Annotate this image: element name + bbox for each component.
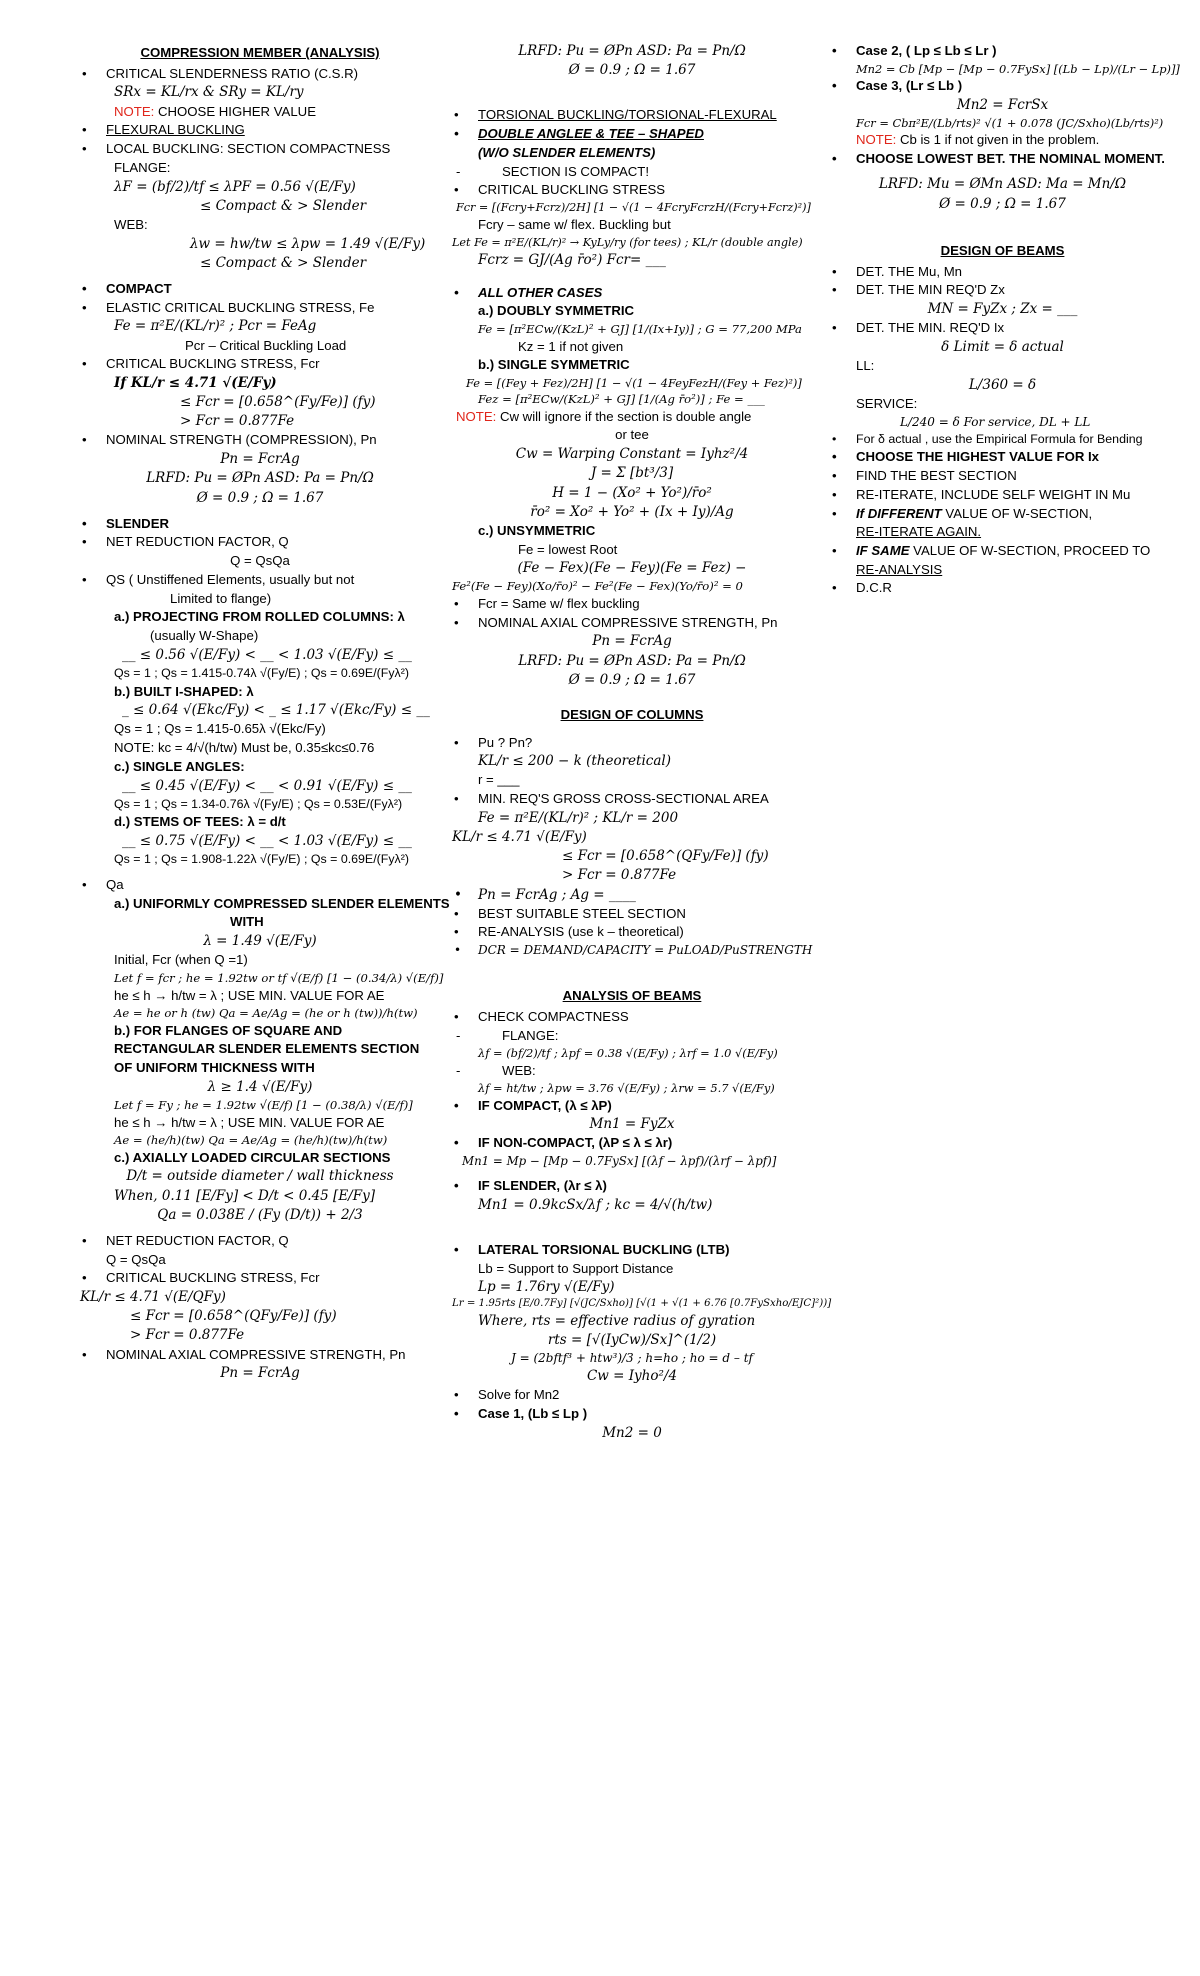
bullet-qs: • QS ( Unstiffened Elements, usually but not [80, 571, 440, 590]
bullet-find-best: • FIND THE BEST SECTION [830, 467, 1175, 486]
bullet-if-slender: • IF SLENDER, (λr ≤ λ) [452, 1177, 812, 1196]
text-b-note: NOTE: kc = 4/√(h/tw) Must be, 0.35≤kc≤0.76 [114, 740, 375, 756]
bullet-if-different [830, 505, 1175, 524]
heading-doubly-symmetric: a.) DOUBLY SYMMETRIC [478, 303, 635, 319]
column-torsional-design [452, 42, 832, 1443]
bullet-local-buckling: • LOCAL BUCKLING: SECTION COMPACTNESS [80, 140, 440, 159]
formula-fcr-2: > Fcr = 0.877Fe [562, 867, 677, 884]
note-cb [830, 131, 1175, 150]
label-web: WEB: [114, 216, 148, 232]
section-title-design-beams: DESIGN OF BEAMS [940, 242, 1065, 258]
note-text: CHOOSE HIGHER VALUE [154, 103, 316, 119]
label-service: SERVICE: [856, 395, 918, 411]
formula-fcr-tee: Fcr = [(Fcry+Fcrz)/2H] [1 − √(1 − 4FcryFcrzH/(Fcry+Fcrz)²)] [456, 200, 811, 214]
bullet-all-other-cases: • ALL OTHER CASES [452, 284, 812, 303]
formula-compact-slender-2: ≤ Compact & > Slender [200, 254, 367, 271]
bullet-critical-stress-2: • CRITICAL BUCKLING STRESS, Fcr [80, 1269, 440, 1288]
text-fe-lowest: Fe = lowest Root [518, 541, 618, 557]
bullet-qa: • Qa [80, 876, 440, 895]
bullet-nominal-axial: • NOMINAL AXIAL COMPRESSIVE STRENGTH, Pn [452, 614, 812, 633]
if-same-label: IF SAME [856, 542, 910, 558]
text-r-eq: r = ___ [478, 772, 520, 788]
formula-mn-slender: Mn1 = 0.9kcSx/λf ; kc = 4/√(h/tw) [478, 1196, 713, 1213]
text-where-rts: Where, rts = effective radius of gyration [478, 1312, 756, 1329]
bullet-torsional: • TORSIONAL BUCKLING/TORSIONAL-FLEXURAL [452, 106, 812, 125]
formula-q: Q = QsQa [230, 553, 290, 569]
formula-mn2-case2: Mn2 = Cb [Mp − [Mp − 0.7FySx] [(Lb − Lp)/(Lr − Lp)]] [856, 61, 1180, 76]
formula-flange-compactness: λF = (bf/2)/tf ≤ λPF = 0.56 √(E/Fy) [114, 178, 356, 195]
text-fcry: Fcry – same w/ flex. Buckling but [478, 216, 671, 232]
formula-flange-limits: λf = (bf/2)/tf ; λpf = 0.38 √(E/Fy) ; λrf = 1.0 √(E/Fy) [478, 1046, 778, 1061]
bullet-min-req-area: • MIN. REQ'S GROSS CROSS-SECTIONAL AREA [452, 790, 812, 809]
formula-a-qs: Qs = 1 ; Qs = 1.415-0.74λ √(Fy/E) ; Qs = 0.69E/(Fyλ²) [114, 665, 409, 680]
bullet-dcr: • DCR = DEMAND/CAPACITY = PuLOAD/PuSTRENGTH [452, 942, 812, 959]
formula-kl-200: KL/r ≤ 200 − k (theoretical) [478, 753, 671, 770]
formula-mn-fy-zx: MN = FyZx ; Zx = ___ [927, 300, 1078, 317]
formula-fcr-case3: Fcr = Cbπ²E/(Lb/rts)² √(1 + 0.078 (JC/Sxho)(Lb/rts)²) [856, 115, 1164, 130]
bullet-compact: • COMPACT [80, 280, 440, 299]
formula-qa-circular: Qa = 0.038E / (Fy (D/t)) + 2/3 [157, 1206, 363, 1223]
heading-d-stems: d.) STEMS OF TEES: λ = d/t [114, 814, 286, 830]
formula-cubic-2: Fe²(Fe − Fey)(Xo/r̄o)² − Fe²(Fe − Fex)(Yo/r̄o)² = 0 [452, 579, 743, 594]
formula-l240: L/240 = δ For service, DL + LL [900, 414, 1091, 429]
formula-web-limits: λf = ht/tw ; λpw = 3.76 √(E/Fy) ; λrw = 5.7 √(E/Fy) [478, 1081, 775, 1096]
formula-phi-moment: Ø = 0.9 ; Ω = 1.67 [939, 195, 1066, 212]
label-flange: FLANGE: [114, 159, 171, 175]
formula-mn2-case3: Mn2 = FcrSx [956, 96, 1049, 113]
formula-lrfd-top: LRFD: Pu = ØPn ASD: Pa = Pn/Ω [518, 43, 746, 59]
formula-lp: Lp = 1.76ry √(E/Fy) [478, 1279, 615, 1296]
formula-j-eq: J = (2bftf³ + htw³)/3 ; h=ho ; ho = d – tf [511, 1351, 753, 1366]
bullet-double-angle: • DOUBLE ANGLEE & TEE – SHAPED [452, 125, 812, 144]
heading-unsymmetric: c.) UNSYMMETRIC [478, 522, 596, 538]
formula-cw-eq: Cw = Iyho²/4 [586, 1368, 678, 1385]
formula-phi: Ø = 0.9 ; Ω = 1.67 [568, 671, 696, 688]
bullet-critical-stress: • CRITICAL BUCKLING STRESS [452, 181, 812, 200]
formula-c-range: __ ≤ 0.45 √(E/Fy) < __ < 0.91 √(E/Fy) ≤ __ [122, 777, 412, 794]
bullet-flexural-buckling: • FLEXURAL BUCKLING [80, 121, 440, 140]
bullet-pu-pn: • Pu ? Pn? [452, 734, 812, 753]
bullet-csr: • CRITICAL SLENDERNESS RATIO (C.S.R) [80, 65, 440, 84]
heading-qa-a: a.) UNIFORMLY COMPRESSED SLENDER ELEMENTS [114, 895, 450, 911]
formula-c-qs: Qs = 1 ; Qs = 1.34-0.76λ √(Fy/E) ; Qs = 0.53E/(Fyλ²) [114, 796, 403, 811]
formula-fcr-q-1: ≤ Fcr = [0.658^(QFy/Fe)] (fy) [130, 1308, 337, 1325]
dash-web: - WEB: [452, 1062, 812, 1081]
note-higher [80, 103, 440, 122]
if-different-label: If DIFFERENT [856, 505, 942, 521]
formula-fe-doubly: Fe = [π²ECw/(KzL)² + GJ] [1/(Ix+Iy)] ; G = 77,200 MPa [478, 322, 802, 337]
bullet-pn-ag: • Pn = FcrAg ; Ag = ____ [452, 886, 812, 905]
formula-web-compactness: λw = hw/tw ≤ λpw = 1.49 √(E/Fy) [190, 235, 426, 252]
bullet-best-section: • BEST SUITABLE STEEL SECTION [452, 905, 812, 924]
formula-phi-top: Ø = 0.9 ; Ω = 1.67 [568, 62, 696, 79]
formula-lrfd-moment: LRFD: Mu = ØMn ASD: Ma = Mn/Ω [878, 176, 1127, 193]
bullet-if-same [830, 542, 1175, 561]
bullet-if-noncompact: • IF NON-COMPACT, (λP ≤ λ ≤ λr) [452, 1134, 812, 1153]
formula-ro: r̄o² = Xo² + Yo² + (Ix + Iy)/Ag [530, 503, 734, 520]
heading-c-angles: c.) SINGLE ANGLES: [114, 758, 245, 774]
section-title-compression-analysis: COMPRESSION MEMBER (ANALYSIS) [140, 45, 380, 60]
formula-j: J = Σ [bt³/3] [590, 465, 674, 482]
formula-fe: Fe = π²E/(KL/r)² ; Pcr = FeAg [114, 318, 317, 335]
formula-fcrz: Fcrz = GJ/(Ag r̄o²) Fcr= ___ [478, 251, 666, 268]
bullet-det-ix: • DET. THE MIN. REQ'D Ix [830, 319, 1175, 338]
heading-qa-b: b.) FOR FLANGES OF SQUARE AND RECTANGULAR SLENDER ELEMENTS SECTION OF UNIFORM THICKNESS WITH [114, 1022, 420, 1076]
bullet-check-compactness: • CHECK COMPACTNESS [452, 1008, 812, 1027]
note-label: NOTE: [114, 103, 155, 119]
formula-fez: Fez = [π²ECw/(KzL)² + GJ] [1/(Ag r̄o²)] ; Fe = ___ [478, 392, 765, 407]
formula-delta-limit: δ Limit = δ actual [941, 338, 1064, 355]
text-kz: Kz = 1 if not given [518, 338, 624, 354]
bullet-nominal-strength: • NOMINAL STRENGTH (COMPRESSION), Pn [80, 431, 440, 450]
formula-compact-slender-1: ≤ Compact & > Slender [200, 197, 367, 214]
bullet-for-delta: • For δ actual , use the Empirical Formula for Bending [830, 431, 1175, 449]
formula-if-kl: If KL/r ≤ 4.71 √(E/Fy) [114, 375, 277, 392]
note-label: NOTE: [856, 132, 897, 147]
formula-fe-single: Fe = [(Fey + Fez)/2H] [1 − √(1 − 4FeyFezH/(Fey + Fez)²)] [466, 376, 802, 391]
text-reiterate-again: RE-ITERATE AGAIN. [856, 524, 982, 540]
bullet-dcr: • D.C.R [830, 579, 1175, 598]
formula-h: H = 1 − (Xo² + Yo²)/r̄o² [552, 484, 712, 501]
formula-cubic-1: (Fe − Fex)(Fe − Fey)(Fe = Fez) − [517, 560, 747, 577]
formula-pn: Pn = FcrAg [220, 451, 300, 468]
bullet-choose-lowest: • CHOOSE LOWEST BET. THE NOMINAL MOMENT. [830, 150, 1175, 169]
formula-lr: Lr = 1.95rts [E/0.7Fy] [√(JC/Sxho)] [√(1 + √(1 + 6.76 [0.7FySxho/EJC]²))] [452, 1298, 832, 1310]
heading-a-projecting: a.) PROJECTING FROM ROLLED COLUMNS: λ [114, 609, 405, 625]
formula-kl-qfy: KL/r ≤ 4.71 √(E/QFy) [80, 1289, 226, 1306]
formula-rts: rts = [√(IyCw)/Sx]^(1/2) [547, 1332, 717, 1349]
formula-when-range: When, 0.11 [E/Fy] < D/t < 0.45 [E/Fy] [114, 1187, 375, 1204]
note-label: NOTE: [456, 408, 497, 424]
heading-qa-a-with: WITH [230, 914, 264, 930]
formula-fcr-inelastic: ≤ Fcr = [0.658^(Fy/Fe)] (fy) [180, 394, 376, 411]
text-he-h-2: he ≤ h → h/tw = λ ; USE MIN. VALUE FOR AE [114, 1114, 385, 1130]
bullet-if-compact: • IF COMPACT, (λ ≤ λP) [452, 1097, 812, 1116]
text-lb: Lb = Support to Support Distance [478, 1260, 674, 1276]
text-initial-fcr: Initial, Fcr (when Q =1) [114, 952, 248, 968]
text-he-h-1: he ≤ h → h/tw = λ ; USE MIN. VALUE FOR AE [114, 987, 385, 1003]
formula-mn-noncompact: Mn1 = Mp − [Mp − 0.7FySx] [(λf − λpf)/(λrf − λpf)] [462, 1154, 777, 1169]
bullet-elastic-stress: • ELASTIC CRITICAL BUCKLING STRESS, Fe [80, 299, 440, 318]
note-text: Cw will ignore if the section is double angle [496, 408, 752, 424]
formula-qa-b-lambda: λ ≥ 1.4 √(E/Fy) [207, 1078, 313, 1095]
formula-let-f-fcr: Let f = fcr ; he = 1.92tw or tf √(E/f) [1 − (0.34/λ) √(E/f)] [114, 971, 444, 986]
formula-d-qs: Qs = 1 ; Qs = 1.908-1.22λ √(Fy/E) ; Qs = 0.69E/(Fyλ²) [114, 852, 409, 867]
column-compression-analysis [80, 42, 450, 1383]
formula-d-over-t: D/t = outside diameter / wall thickness [126, 1168, 394, 1185]
text-pcr-desc: Pcr – Critical Buckling Load [185, 337, 347, 353]
bullet-slender: • SLENDER [80, 515, 440, 534]
dash-section-compact: - SECTION IS COMPACT! [452, 163, 812, 182]
formula-lrfd-asd: LRFD: Pu = ØPn ASD: Pa = Pn/Ω [146, 470, 374, 487]
heading-b-built: b.) BUILT I-SHAPED: λ [114, 683, 254, 699]
bullet-fcr-same: • Fcr = Same w/ flex buckling [452, 595, 812, 614]
bullet-choose-ix: • CHOOSE THE HIGHEST VALUE FOR Ix [830, 448, 1175, 467]
text-qs-limited: Limited to flange) [170, 590, 272, 606]
text-reanalysis: RE-ANALYSIS [856, 561, 943, 577]
section-title-analysis-beams: ANALYSIS OF BEAMS [562, 988, 702, 1004]
dash-flange: - FLANGE: [452, 1027, 812, 1046]
column-beams [830, 42, 1180, 598]
formula-ae-1: Ae = he or h (tw) Qa = Ae/Ag = (he or h (tw))/h(tw) [114, 1006, 418, 1021]
formula-fcr-q-2: > Fcr = 0.877Fe [130, 1327, 245, 1344]
formula-let-f-fy: Let f = Fy ; he = 1.92tw √(E/f) [1 − (0.38/λ) √(E/f)] [114, 1098, 413, 1113]
formula-pn: Pn = FcrAg [592, 633, 672, 650]
section-title-design-columns: DESIGN OF COLUMNS [560, 706, 704, 722]
formula-ae-2: Ae = (he/h)(tw) Qa = Ae/Ag = (he/h)(tw)/h(tw) [114, 1133, 388, 1148]
formula-cw: Cw = Warping Constant = Iyhz²/4 [515, 446, 749, 463]
bullet-nominal-axial: • NOMINAL AXIAL COMPRESSIVE STRENGTH, Pn [80, 1346, 440, 1365]
formula-b-range: _ ≤ 0.64 √(Ekc/Fy) < _ ≤ 1.17 √(Ekc/Fy) ≤ __ [122, 702, 430, 719]
formula-mn2-zero: Mn2 = 0 [602, 1424, 662, 1441]
label-ll: LL: [856, 358, 875, 374]
heading-single-symmetric: b.) SINGLE SYMMETRIC [478, 357, 630, 373]
text-usually-wshape: (usually W-Shape) [150, 628, 259, 644]
heading-qa-c: c.) AXIALLY LOADED CIRCULAR SECTIONS [114, 1149, 391, 1165]
bullet-ltb: • LATERAL TORSIONAL BUCKLING (LTB) [452, 1241, 812, 1260]
formula-qa-a-lambda: λ = 1.49 √(E/Fy) [203, 933, 317, 950]
note-text: Cb is 1 if not given in the problem. [896, 132, 1100, 147]
formula-fe-200: Fe = π²E/(KL/r)² ; KL/r = 200 [478, 809, 679, 826]
bullet-net-reduction: • NET REDUCTION FACTOR, Q [80, 533, 440, 552]
bullet-critical-stress: • CRITICAL BUCKLING STRESS, Fcr [80, 355, 440, 374]
formula-l360: L/360 = δ [968, 376, 1037, 393]
if-same-text: VALUE OF W-SECTION, PROCEED TO [909, 542, 1151, 558]
formula-fcr-1: ≤ Fcr = [0.658^(QFy/Fe)] (fy) [562, 848, 769, 865]
note-cw-tee: or tee [615, 427, 649, 443]
bullet-solve-mn2: • Solve for Mn2 [452, 1386, 812, 1405]
formula-b-qs: Qs = 1 ; Qs = 1.415-0.65λ √(Ekc/Fy) [114, 721, 326, 737]
bullet-case-3: • Case 3, (Lr ≤ Lb ) [830, 77, 1175, 96]
formula-d-range: __ ≤ 0.75 √(E/Fy) < __ < 1.03 √(E/Fy) ≤ __ [122, 833, 412, 850]
formula-pn-2: Pn = FcrAg [220, 1365, 300, 1382]
formula-fcr-elastic: > Fcr = 0.877Fe [180, 413, 295, 430]
bullet-det-zx: • DET. THE MIN REQ'D Zx [830, 281, 1175, 300]
bullet-net-reduction-2: • NET REDUCTION FACTOR, Q [80, 1232, 440, 1251]
text-wo-slender: (W/O SLENDER ELEMENTS) [478, 144, 656, 160]
bullet-case-2: • Case 2, ( Lp ≤ Lb ≤ Lr ) [830, 42, 1175, 61]
bullet-case-1: • Case 1, (Lb ≤ Lp ) [452, 1405, 812, 1424]
formula-mn-compact: Mn1 = FyZx [589, 1116, 675, 1133]
bullet-reanalysis: • RE-ANALYSIS (use k – theoretical) [452, 923, 812, 942]
if-different-text: VALUE OF W-SECTION, [941, 505, 1093, 521]
formula-q-2: Q = QsQa [106, 1251, 166, 1267]
note-cw [452, 408, 812, 427]
bullet-reiterate: • RE-ITERATE, INCLUDE SELF WEIGHT IN Mu [830, 486, 1175, 505]
formula-a-range: __ ≤ 0.56 √(E/Fy) < __ < 1.03 √(E/Fy) ≤ __ [122, 646, 412, 663]
formula-kl-471: KL/r ≤ 4.71 √(E/Fy) [452, 829, 587, 846]
formula-let-fe: Let Fe = π²E/(KL/r)² → KyLy/ry (for tees) ; KL/r (double angle) [452, 235, 803, 249]
bullet-det-mu: • DET. THE Mu, Mn [830, 263, 1175, 282]
formula-csr: SRx = KL/rx & SRy = KL/ry [114, 84, 304, 101]
formula-phi-omega: Ø = 0.9 ; Ω = 1.67 [196, 489, 324, 506]
formula-lrfd: LRFD: Pu = ØPn ASD: Pa = Pn/Ω [518, 652, 746, 669]
